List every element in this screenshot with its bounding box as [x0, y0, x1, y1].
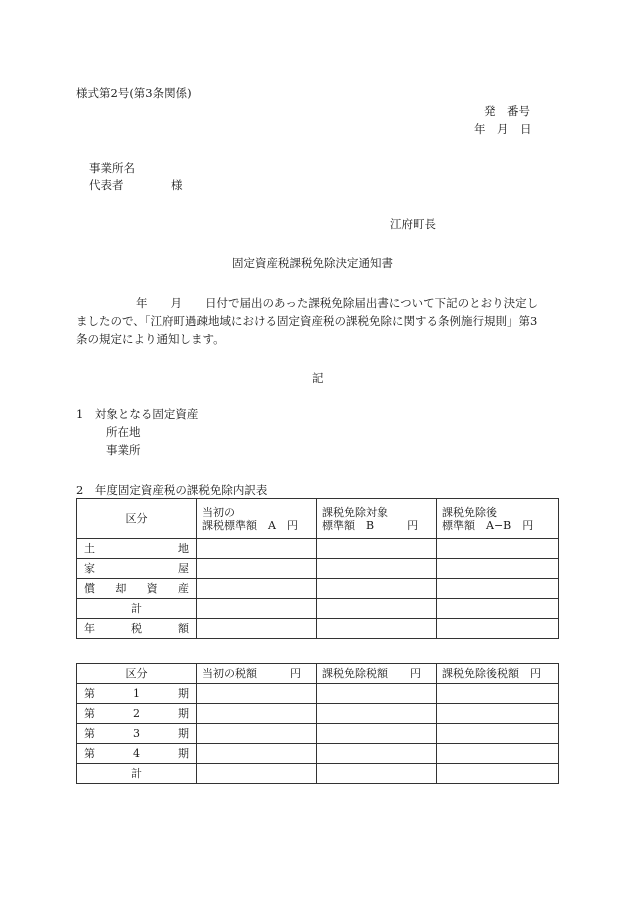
issuer: 江府町長 — [390, 217, 436, 231]
section1-heading: 1 対象となる固定資産 — [76, 407, 199, 421]
section2-heading: 2 年度固定資産税の課税免除内訳表 — [76, 483, 268, 497]
cell — [317, 724, 437, 744]
header-after-base: 課税免除後 標準額 A−B 円 — [437, 499, 559, 539]
cell — [197, 684, 317, 704]
cell — [317, 704, 437, 724]
body-line: 条の規定により通知します。 — [76, 332, 225, 346]
cell — [197, 619, 317, 639]
cell — [197, 704, 317, 724]
table-row — [77, 704, 559, 724]
breakdown-table-standard — [76, 498, 559, 639]
document-title: 固定資産税課税免除決定通知書 — [232, 256, 393, 270]
row-label-land: 土 地 — [77, 539, 197, 559]
table-row — [77, 744, 559, 764]
table-row — [77, 684, 559, 704]
row-label-total: 計 — [77, 764, 197, 784]
cell — [437, 764, 559, 784]
cell — [317, 579, 437, 599]
row-label-period-2: 第 2 期 — [77, 704, 197, 724]
header-category: 区分 — [77, 664, 197, 684]
reference-number: 発 番号 — [484, 104, 530, 118]
breakdown-table-tax — [76, 663, 559, 784]
cell — [437, 704, 559, 724]
cell — [317, 684, 437, 704]
table-header-row — [77, 664, 559, 684]
body-line: 年 月 日付で届出のあった課税免除届出書について下記のとおり決定し — [136, 296, 539, 310]
cell — [317, 744, 437, 764]
row-label-house: 家 屋 — [77, 559, 197, 579]
office-label: 事業所 — [106, 443, 141, 457]
office-name-label: 事業所名 — [89, 161, 135, 175]
cell — [197, 724, 317, 744]
location-label: 所在地 — [106, 425, 141, 439]
cell — [317, 559, 437, 579]
cell — [437, 684, 559, 704]
cell — [437, 744, 559, 764]
header-initial-tax: 当初の税額 円 — [197, 664, 317, 684]
honorific: 様 — [171, 178, 183, 192]
row-label-annual-tax: 年 税 額 — [77, 619, 197, 639]
table-row — [77, 619, 559, 639]
row-label-period-1: 第 1 期 — [77, 684, 197, 704]
table-header-row — [77, 499, 559, 539]
cell — [197, 559, 317, 579]
cell — [317, 599, 437, 619]
table-row — [77, 724, 559, 744]
cell — [317, 619, 437, 639]
cell — [437, 599, 559, 619]
body-line: ましたので、「江府町過疎地域における固定資産税の課税免除に関する条例施行規則」第3 — [76, 314, 538, 328]
cell — [437, 619, 559, 639]
cell — [197, 744, 317, 764]
table-row — [77, 539, 559, 559]
form-label: 様式第2号(第3条関係) — [76, 86, 192, 100]
header-exempt-tax: 課税免除税額 円 — [317, 664, 437, 684]
table-row — [77, 599, 559, 619]
row-label-total: 計 — [77, 599, 197, 619]
header-category: 区分 — [77, 499, 197, 539]
cell — [197, 599, 317, 619]
cell — [317, 764, 437, 784]
cell — [437, 579, 559, 599]
table-row — [77, 579, 559, 599]
row-label-period-4: 第 4 期 — [77, 744, 197, 764]
issue-date: 年 月 日 — [474, 122, 532, 136]
table-row — [77, 559, 559, 579]
header-exempt-base: 課税免除対象 標準額 B 円 — [317, 499, 437, 539]
cell — [197, 764, 317, 784]
cell — [197, 539, 317, 559]
representative-label: 代表者 — [89, 178, 124, 192]
cell — [437, 724, 559, 744]
cell — [437, 539, 559, 559]
header-initial-base: 当初の 課税標準額 A 円 — [197, 499, 317, 539]
row-label-depreciable-assets: 償 却 資 産 — [77, 579, 197, 599]
header-after-tax: 課税免除後税額 円 — [437, 664, 559, 684]
body-paragraph — [76, 294, 560, 348]
cell — [317, 539, 437, 559]
cell — [437, 559, 559, 579]
row-label-period-3: 第 3 期 — [77, 724, 197, 744]
cell — [197, 579, 317, 599]
table-row — [77, 764, 559, 784]
ki-marker: 記 — [312, 371, 324, 385]
